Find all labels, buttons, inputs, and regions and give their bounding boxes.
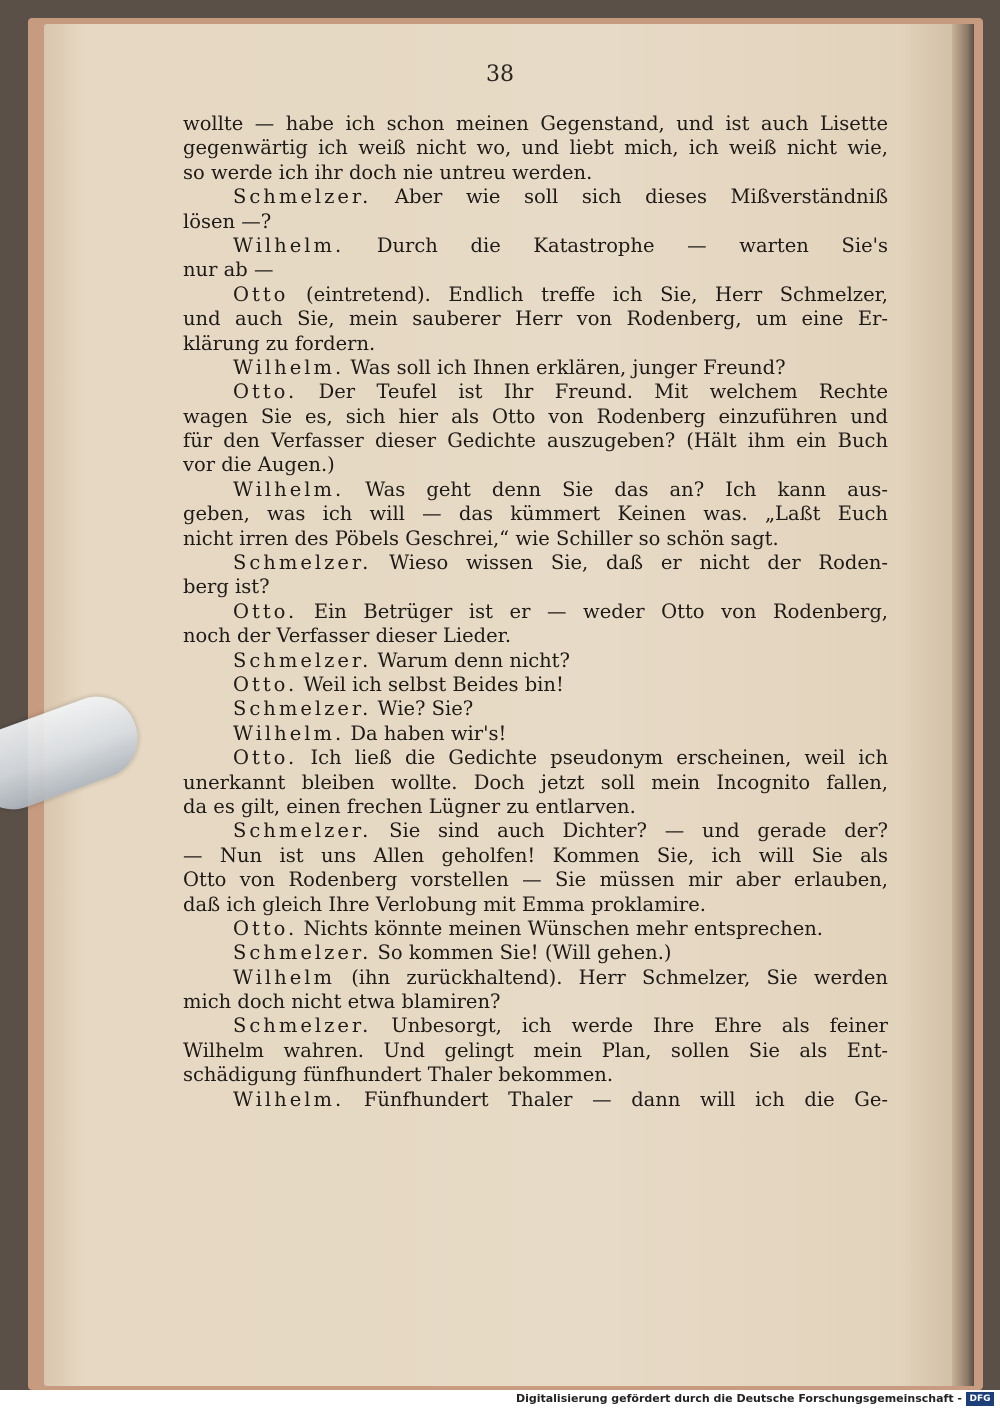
speaker-name: Schmelzer. — [233, 941, 372, 965]
text-line — [183, 1039, 888, 1063]
line-text: Ein Betrüger ist er — weder Otto von Rodenberg, — [313, 599, 888, 623]
line-text: und auch Sie, mein sauberer Herr von Rodenberg, um eine Er- — [183, 307, 888, 331]
line-text: schädigung fünfhundert Thaler bekommen. — [183, 1063, 614, 1087]
speaker-name: Schmelzer. — [233, 185, 372, 209]
text-line — [183, 771, 888, 795]
line-text: Wieso wissen Sie, daß er nicht der Roden- — [389, 551, 888, 575]
dfg-logo: DFG — [966, 1392, 994, 1406]
speaker-name: Schmelzer. — [233, 697, 372, 721]
line-text: noch der Verfasser dieser Lieder. — [183, 624, 512, 648]
line-text: Unbesorgt, ich werde Ihre Ehre als feiner — [391, 1014, 888, 1038]
text-line — [183, 893, 888, 917]
line-text: unerkannt bleiben wollte. Doch jetzt soll mein Incognito fallen, — [183, 770, 888, 794]
text-line — [183, 283, 888, 307]
text-body — [183, 112, 888, 1112]
line-text: gegenwärtig ich weiß nicht wo, und liebt mich, ich weiß nicht wie, — [183, 136, 888, 160]
line-text: Wilhelm wahren. Und gelingt mein Plan, sollen Sie als Ent- — [183, 1038, 888, 1062]
text-line — [183, 575, 888, 599]
line-text: So kommen Sie! (Will gehen.) — [377, 941, 672, 965]
text-line — [183, 502, 888, 526]
text-line — [183, 1088, 888, 1112]
text-line — [183, 527, 888, 551]
speaker-name: Wilhelm. — [233, 355, 345, 379]
line-text: klärung zu fordern. — [183, 331, 376, 355]
text-line — [183, 258, 888, 282]
text-line — [183, 234, 888, 258]
text-line — [183, 307, 888, 331]
speaker-name: Wilhelm. — [233, 477, 345, 501]
line-text: wollte — habe ich schon meinen Gegenstand, und ist auch Lisette — [183, 112, 888, 135]
line-text: für den Verfasser dieser Gedichte auszugeben? (Hält ihm ein Buch — [183, 429, 888, 453]
text-line — [183, 429, 888, 453]
line-text: Weil ich selbst Beides bin! — [303, 672, 564, 696]
line-text: Aber wie soll sich dieses Mißverständniß — [394, 185, 888, 209]
text-line — [183, 356, 888, 380]
speaker-name: Wilhelm — [233, 965, 335, 989]
speaker-name: Otto. — [233, 746, 298, 770]
text-line — [183, 112, 888, 136]
line-text: vor die Augen.) — [183, 453, 335, 477]
text-line — [183, 161, 888, 185]
speaker-name: Otto — [233, 282, 289, 306]
text-line — [183, 332, 888, 356]
line-text: da es gilt, einen frechen Lügner zu entlarven. — [183, 794, 636, 818]
text-line — [183, 649, 888, 673]
text-line — [183, 966, 888, 990]
text-line — [183, 478, 888, 502]
speaker-name: Otto. — [233, 599, 298, 623]
line-text: Was geht denn Sie das an? Ich kann aus- — [365, 477, 888, 501]
text-line — [183, 380, 888, 404]
text-line — [183, 673, 888, 697]
text-line — [183, 941, 888, 965]
text-line — [183, 795, 888, 819]
line-text: Der Teufel ist Ihr Freund. Mit welchem Rechte — [318, 380, 888, 404]
speaker-name: Schmelzer. — [233, 819, 372, 843]
line-text: Nichts könnte meinen Wünschen mehr entsprechen. — [303, 916, 823, 940]
footer-bar — [0, 1390, 1000, 1409]
speaker-name: Wilhelm. — [233, 233, 345, 257]
text-line — [183, 722, 888, 746]
speaker-name: Wilhelm. — [233, 721, 345, 745]
text-line — [183, 746, 888, 770]
line-text: lösen —? — [183, 209, 272, 233]
speaker-name: Wilhelm. — [233, 1087, 345, 1111]
line-text: Sie sind auch Dichter? — und gerade der? — [389, 819, 888, 843]
text-line — [183, 600, 888, 624]
text-line — [183, 1063, 888, 1087]
line-text: Fünfhundert Thaler — dann will ich die Ge- — [363, 1087, 888, 1111]
line-text: nur ab — — [183, 258, 274, 282]
text-line — [183, 185, 888, 209]
text-line — [183, 990, 888, 1014]
line-text: mich doch nicht etwa blamiren? — [183, 990, 501, 1014]
line-text: Warum denn nicht? — [377, 648, 570, 672]
text-line — [183, 624, 888, 648]
text-line — [183, 819, 888, 843]
line-text: Otto von Rodenberg vorstellen — Sie müssen mir aber erlauben, — [183, 868, 888, 892]
text-line — [183, 844, 888, 868]
text-line — [183, 551, 888, 575]
line-text: Wie? Sie? — [377, 697, 474, 721]
line-text: — Nun ist uns Allen geholfen! Kommen Sie, ich will Sie als — [183, 843, 888, 867]
line-text: geben, was ich will — das kümmert Keinen was. „Laßt Euch — [183, 502, 888, 526]
line-text: Da haben wir's! — [350, 721, 507, 745]
speaker-name: Schmelzer. — [233, 1014, 372, 1038]
speaker-name: Otto. — [233, 916, 298, 940]
speaker-name: Otto. — [233, 380, 298, 404]
line-text: (eintretend). Endlich treffe ich Sie, Herr Schmelzer, — [305, 282, 888, 306]
speaker-name: Schmelzer. — [233, 551, 372, 575]
text-line — [183, 453, 888, 477]
text-line — [183, 405, 888, 429]
line-text: so werde ich ihr doch nie untreu werden. — [183, 160, 593, 184]
line-text: wagen Sie es, sich hier als Otto von Rodenberg einzuführen und — [183, 404, 888, 428]
line-text: Durch die Katastrophe — warten Sie's — [376, 233, 888, 257]
line-text: daß ich gleich Ihre Verlobung mit Emma proklamire. — [183, 892, 706, 916]
line-text: (ihn zurückhaltend). Herr Schmelzer, Sie werden — [351, 965, 888, 989]
line-text: nicht irren des Pöbels Geschrei,“ wie Schiller so schön sagt. — [183, 526, 779, 550]
text-line — [183, 868, 888, 892]
line-text: Ich ließ die Gedichte pseudonym erscheinen, weil ich — [310, 746, 888, 770]
footer-credit: Digitalisierung gefördert durch die Deutsche Forschungsgemeinschaft - — [515, 1392, 962, 1405]
speaker-name: Schmelzer. — [233, 648, 372, 672]
text-line — [183, 210, 888, 234]
text-line — [183, 697, 888, 721]
line-text: Was soll ich Ihnen erklären, junger Freund? — [350, 355, 786, 379]
text-line — [183, 917, 888, 941]
speaker-name: Otto. — [233, 672, 298, 696]
text-line — [183, 1014, 888, 1038]
page-number: 38 — [486, 62, 514, 87]
page-gutter — [952, 24, 974, 1386]
line-text: berg ist? — [183, 575, 270, 599]
text-line — [183, 136, 888, 160]
